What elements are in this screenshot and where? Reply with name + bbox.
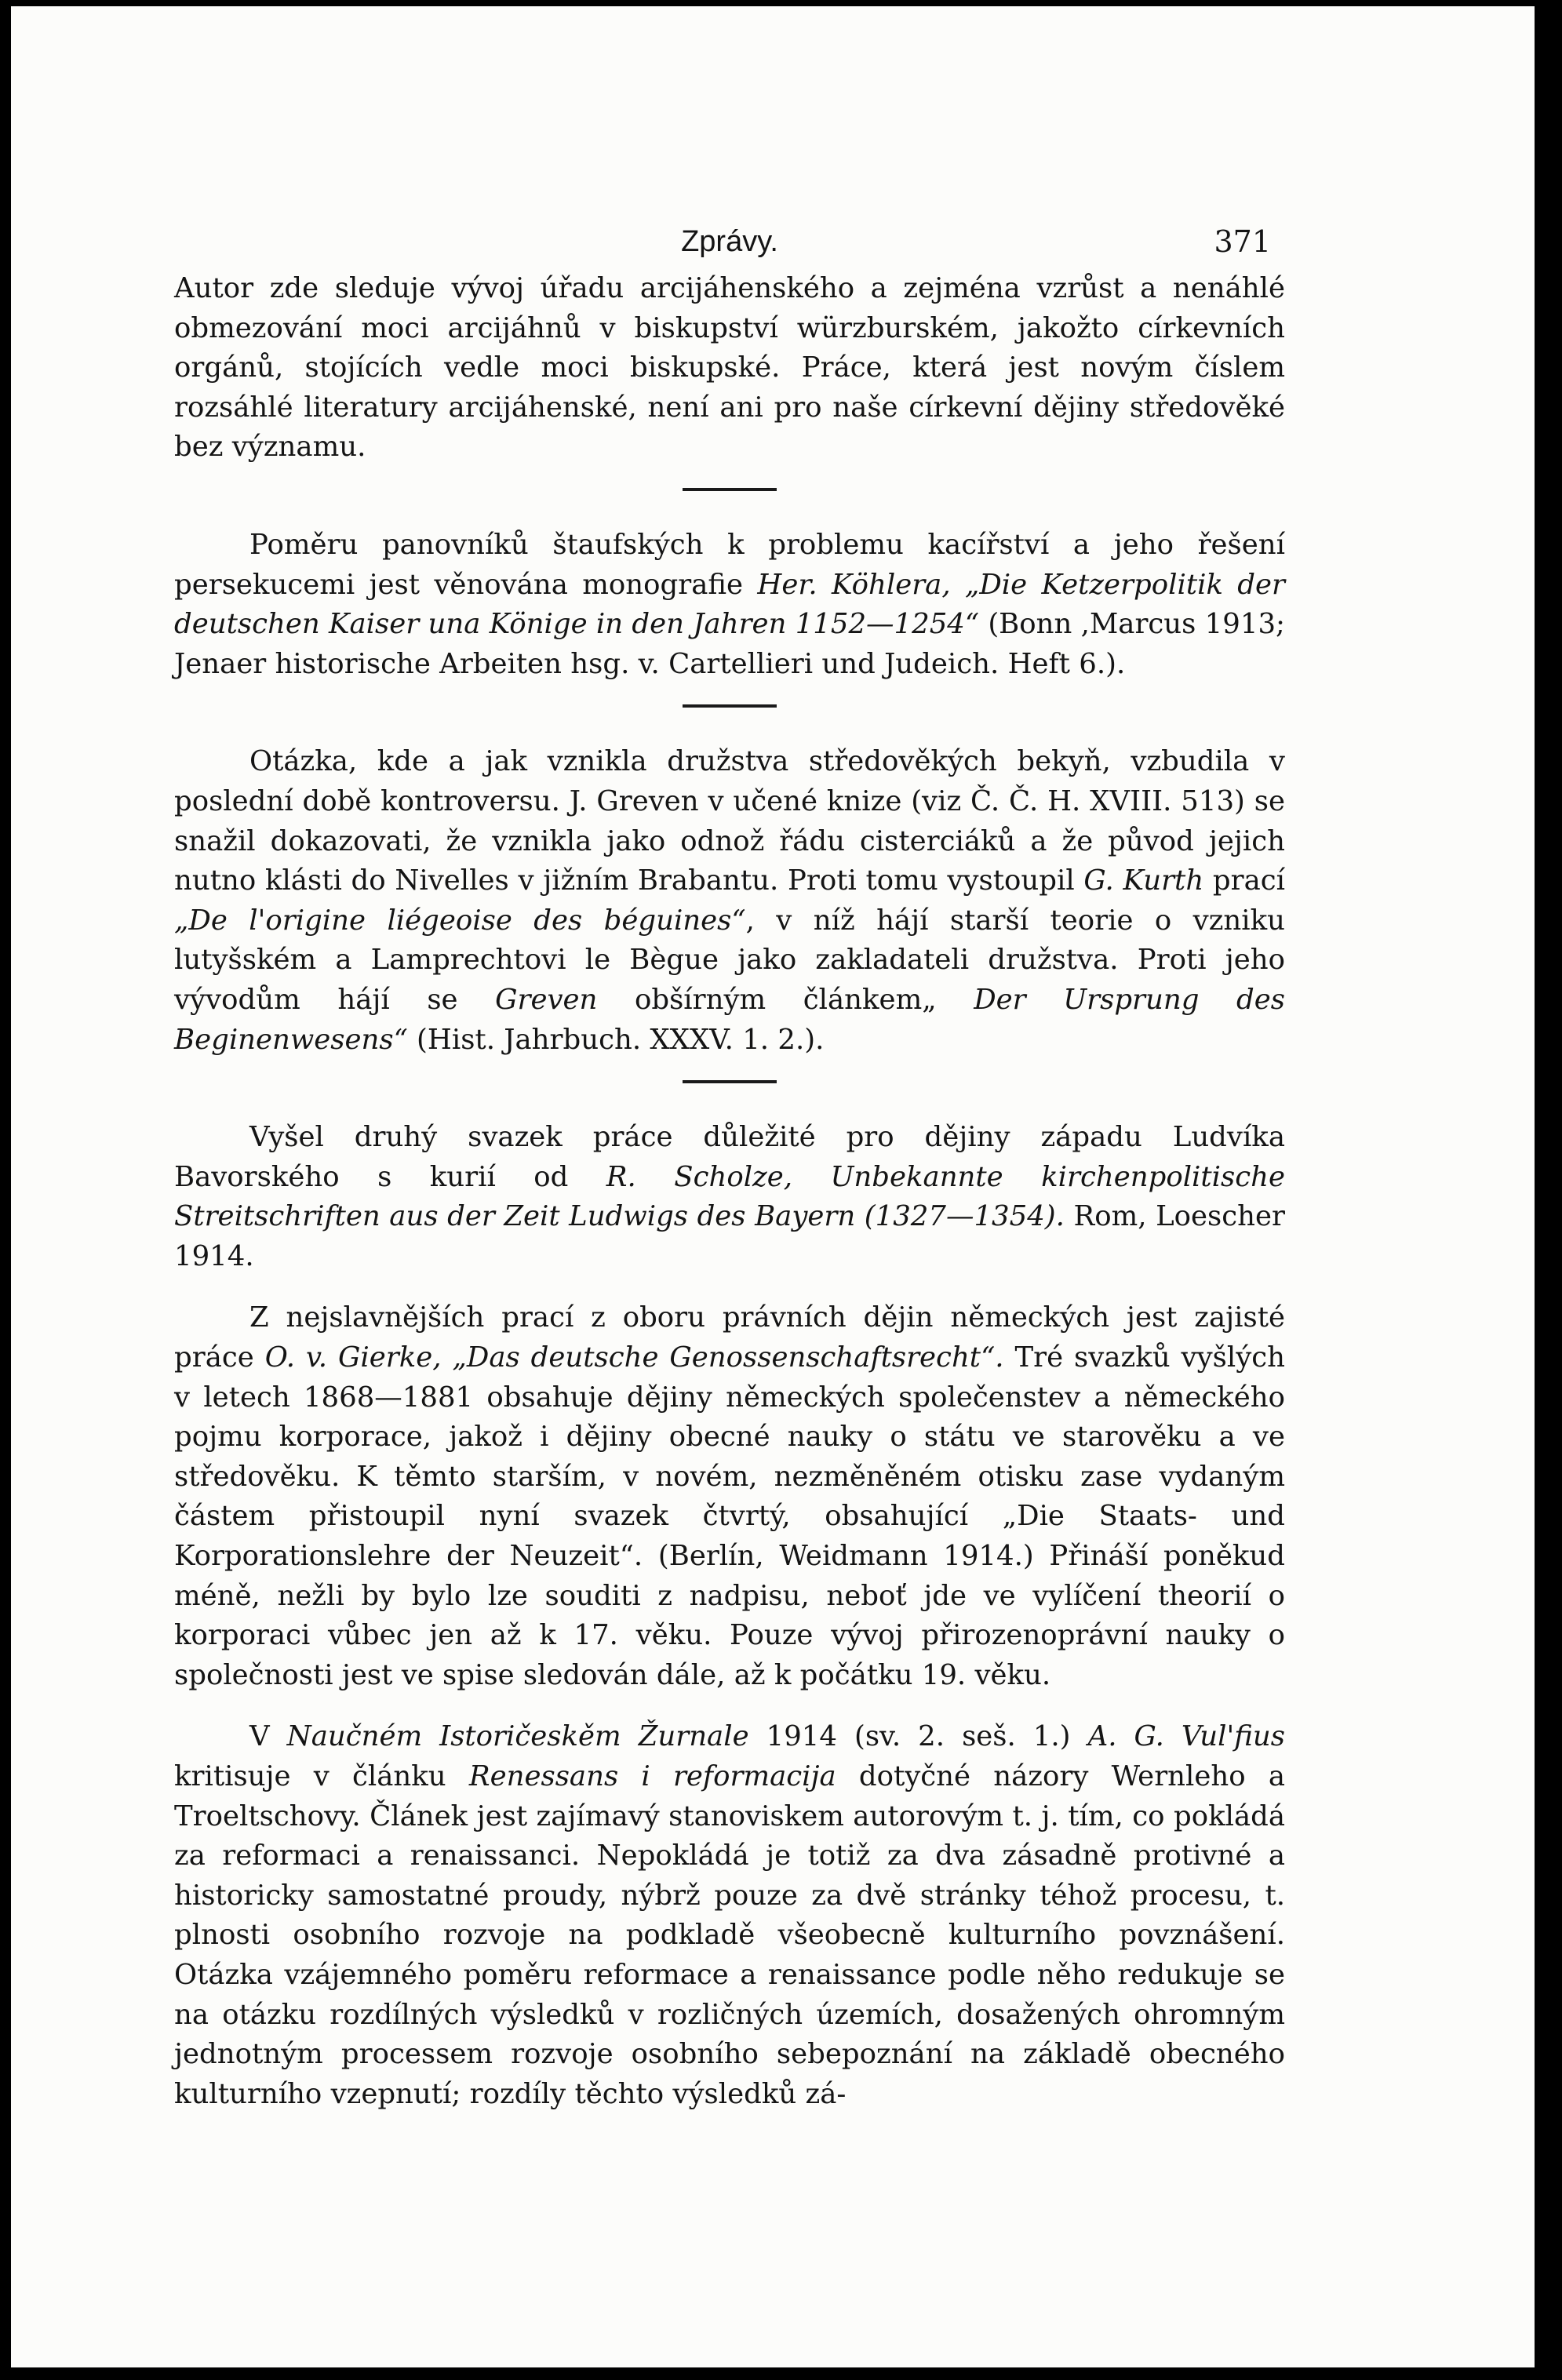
- text-run: Poměru panovníků štaufských k problemu kacířství a jeho řešení persekucemi jest věnována monografie: [174, 528, 1285, 601]
- article-body: [174, 222, 1285, 2114]
- text-run: Autor zde sleduje vývoj úřadu arcijáhenského a zejména vzrůst a nenáhlé obmezování moci arcijáhnů v biskupství würzburském, jakožto církevních orgánů, stojících vedle moci biskupské. Práce, která jest novým číslem rozsáhlé literatury arcijáhenské, není ani pro naše církevní dějiny středověké bez významu.: [174, 272, 1285, 464]
- paragraph: [174, 1717, 1285, 2114]
- text-run: (Hist. Jahrbuch. XXXV. 1. 2.).: [407, 1023, 825, 1056]
- italic-run: Naučném Istoričeskěm Žurnale: [286, 1720, 749, 1753]
- italic-run: G. Kurth: [1083, 864, 1204, 897]
- running-head: Zprávy.: [681, 225, 778, 258]
- text-run: Otázka, kde a jak vznikla družstva středověkých bekyň, vzbudila v poslední době kontroversu. J. Greven v učené knize (viz Č. Č. H. XVIII. 513) se snažil dokazovati, že vznikla jako odnož řádu cisterciáků a že původ jejich nutno klásti do Nivelles v jižním Brabantu. Proti tomu vystoupil: [174, 745, 1285, 897]
- text-run: dotyčné názory Wernleho a Troeltschovy. Článek jest zajímavý stanoviskem autorovým t. j. tím, co pokládá za reformaci a renaissanci. Nepokládá je totiž za dva zásadně protivné a historicky samostatné proudy, nýbrž pouze za dvě stránky téhož procesu, t. plnosti osobního rozvoje na podkladě všeobecně kulturního povznášení. Otázka vzájemného poměru reformace a renaissance podle něho redukuje se na otázku rozdílných výsledků v rozličných územích, dosažených ohromným jednotným processem rozvoje osobního sebepoznání na základě obecného kulturního vzepnutí; rozdíly těchto výsledků zá-: [174, 1760, 1285, 2110]
- italic-run: Greven: [495, 983, 598, 1016]
- paragraph: [174, 1298, 1285, 1695]
- italic-run: R. Scholze, Unbekannte kirchenpolitische Streitschriften aus der Zeit Ludwigs des Bayern (1327—1354).: [174, 1160, 1285, 1233]
- section-divider: [683, 704, 777, 708]
- text-run: Rom, Loescher 1914.: [174, 1200, 1285, 1272]
- text-run: Vyšel druhý svazek práce důležité pro dějiny západu Ludvíka Bavorského s kurií od: [174, 1121, 1285, 1193]
- text-run: Tré svazků vyšlých v letech 1868—1881 obsahuje dějiny německých společenstev a německého pojmu korporace, jakož i dějiny obecné nauky o státu ve starověku a ve středověku. K těmto starším, v novém, nezměněném otisku zase vydaným částem přistoupil nyní svazek čtvrtý, obsahující „Die Staats- und Korporationslehre der Neuzeit“. (Berlín, Weidmann 1914.) Přináší poněkud méně, nežli by bylo lze souditi z nadpisu, neboť jde ve vylíčení theorií o korporaci vůbec jen až k 17. věku. Pouze vývoj přirozenoprávní nauky o společnosti jest ve spise sledován dále, až k počátku 19. věku.: [174, 1341, 1286, 1691]
- text-run: 1914 (sv. 2. seš. 1.): [748, 1720, 1088, 1753]
- text-run: (Bonn ,Marcus 1913; Jenaer historische Arbeiten hsg. v. Cartellieri und Judeich. Heft 6.).: [174, 608, 1285, 680]
- text-run: kritisuje v článku: [174, 1760, 469, 1792]
- italic-run: Der Ursprung des Beginenwesens“: [174, 983, 1285, 1056]
- paragraph: [174, 1118, 1285, 1276]
- paragraph-gap: [174, 1695, 1285, 1717]
- italic-run: A. G. Vul'fius: [1087, 1720, 1285, 1753]
- section-divider: [683, 1080, 777, 1083]
- text-run: Z nejslavnějších prací z oboru právních dějin německých jest zajisté práce: [174, 1301, 1285, 1374]
- text-run: obšírným článkem„: [597, 983, 974, 1016]
- paragraph: [174, 742, 1285, 1060]
- text-run: V: [249, 1720, 287, 1753]
- italic-run: Her. Köhlera, „Die Ketzerpolitik der deutschen Kaiser una Könige in den Jahren 1152—1254“: [174, 568, 1285, 641]
- italic-run: „De l'origine liégeoise des béguines“: [174, 904, 746, 937]
- section-divider: [683, 488, 777, 491]
- italic-run: O. v. Gierke, „Das deutsche Genossenschaftsrecht“.: [264, 1341, 1004, 1374]
- page-number: 371: [1214, 224, 1271, 259]
- text-run: prací: [1203, 864, 1285, 897]
- paragraph: [174, 526, 1285, 684]
- paragraph-gap: [174, 1276, 1285, 1298]
- document-page: [11, 6, 1535, 2367]
- page-header: [174, 222, 1285, 269]
- paragraph: [174, 269, 1285, 468]
- text-run: , v níž hájí starší teorie o vzniku lutyšském a Lamprechtovi le Bègue jako zakladateli družstva. Proti jeho vývodům hájí se: [174, 904, 1286, 1016]
- italic-run: Renessans i reformacija: [468, 1760, 836, 1792]
